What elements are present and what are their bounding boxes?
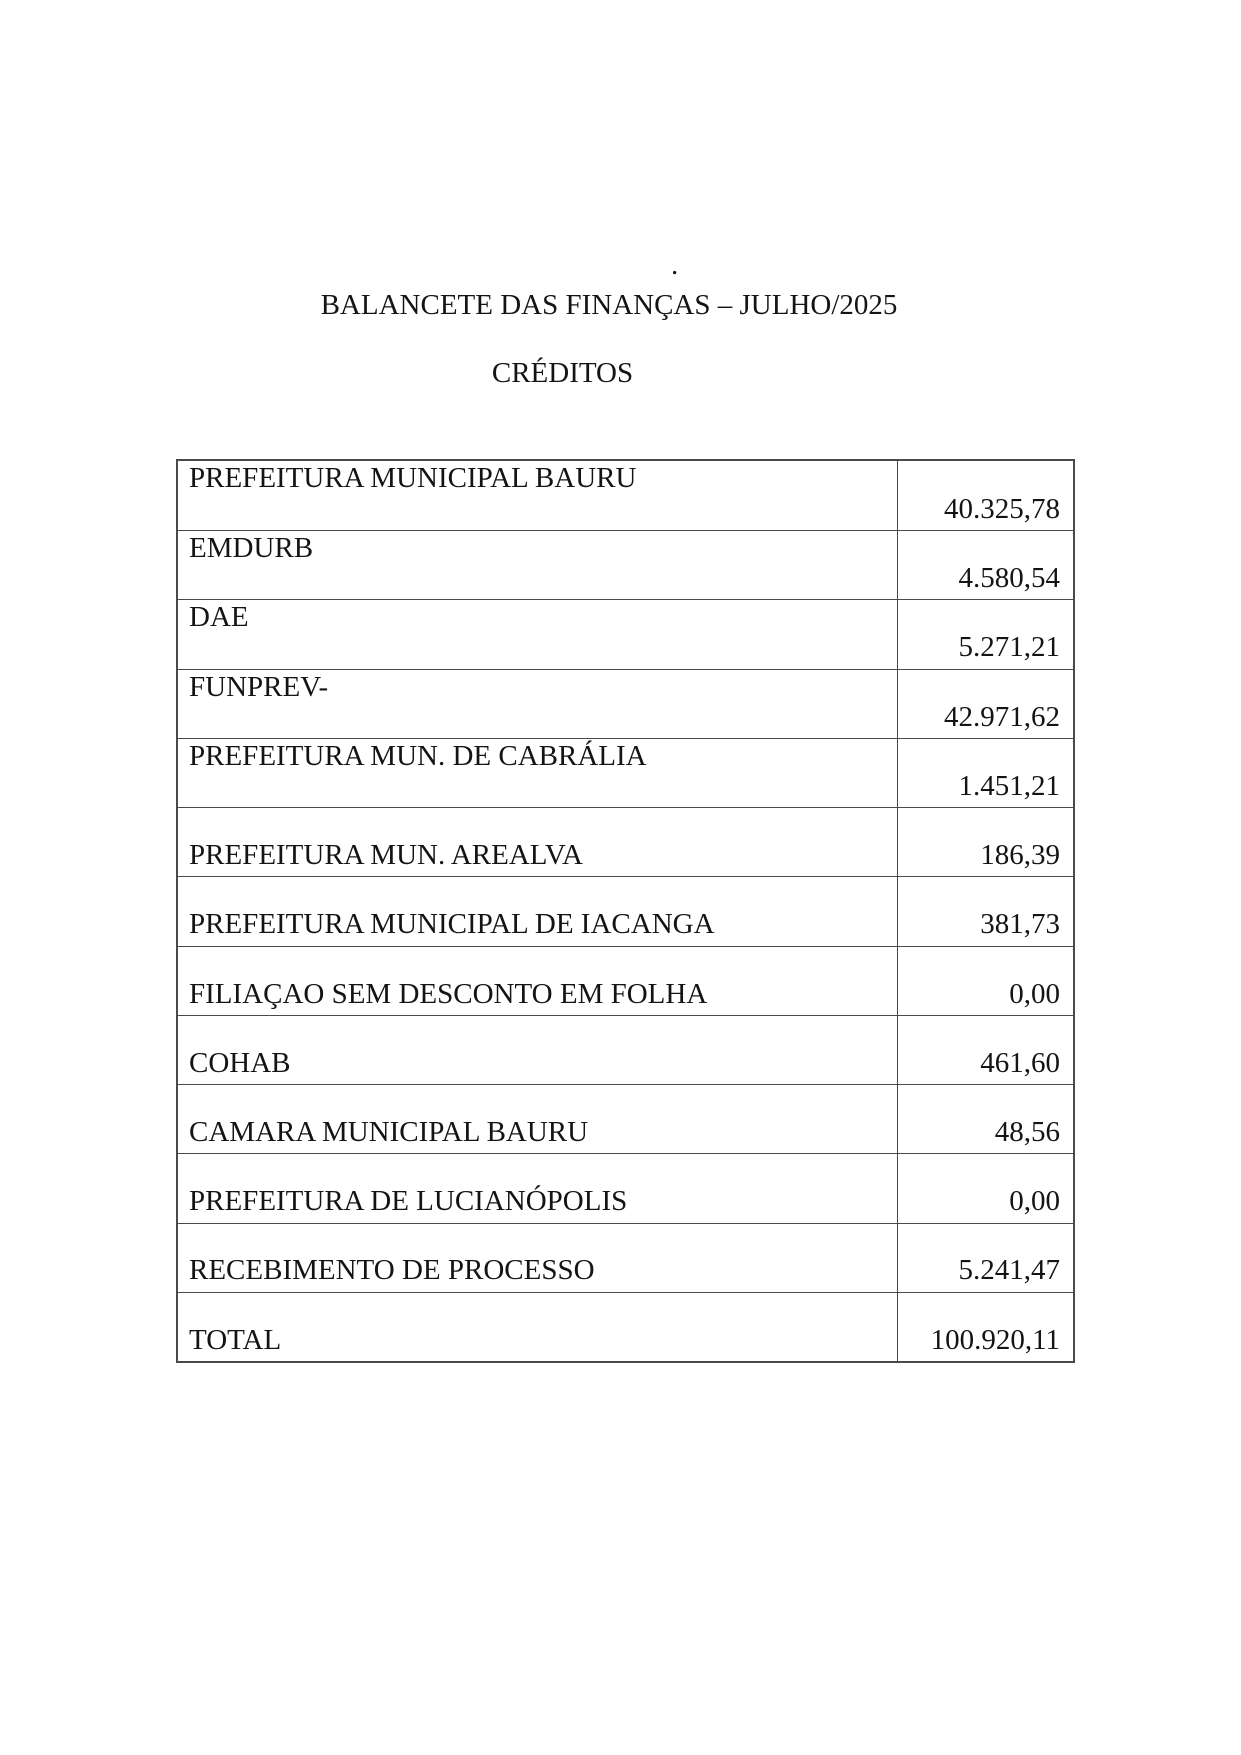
row-value-cell <box>898 1016 1073 1084</box>
stray-period-mark: . <box>671 249 679 281</box>
row-label-cell <box>178 877 898 945</box>
row-value: 0,00 <box>1009 1185 1060 1218</box>
table-row <box>178 1084 1073 1153</box>
row-label: EMDURB <box>189 532 314 565</box>
table-row <box>178 1153 1073 1222</box>
table-row <box>178 599 1073 668</box>
row-value: 186,39 <box>980 839 1060 872</box>
row-label: PREFEITURA MUNICIPAL BAURU <box>189 462 637 494</box>
row-label-cell <box>178 808 898 876</box>
row-value: 40.325,78 <box>944 492 1060 525</box>
row-label-cell <box>178 1224 898 1292</box>
row-label-cell <box>178 947 898 1015</box>
row-label: RECEBIMENTO DE PROCESSO <box>189 1254 595 1287</box>
row-value-cell <box>898 808 1073 876</box>
row-value: 48,56 <box>994 1115 1060 1148</box>
row-label-cell <box>178 1293 898 1361</box>
row-value-cell <box>898 1154 1073 1222</box>
row-value: 5.241,47 <box>958 1254 1060 1287</box>
table-row <box>178 1223 1073 1292</box>
row-label-cell <box>178 1016 898 1084</box>
row-label-cell <box>178 739 898 807</box>
row-label-cell <box>178 600 898 668</box>
table-row <box>178 1292 1073 1361</box>
row-label: FILIAÇAO SEM DESCONTO EM FOLHA <box>189 977 708 1010</box>
section-heading: CRÉDITOS <box>491 357 634 389</box>
table-row <box>178 738 1073 807</box>
row-value-cell <box>898 600 1073 668</box>
row-value: 100.920,11 <box>930 1323 1060 1356</box>
row-value-cell <box>898 877 1073 945</box>
row-value: 461,60 <box>980 1046 1060 1079</box>
row-label: COHAB <box>189 1046 291 1079</box>
row-value: 0,00 <box>1009 977 1060 1010</box>
row-label: DAE <box>189 601 249 634</box>
table-row <box>178 669 1073 738</box>
row-label: PREFEITURA MUNICIPAL DE IACANGA <box>189 908 715 941</box>
row-value: 4.580,54 <box>958 562 1060 595</box>
row-value-cell <box>898 670 1073 738</box>
row-value-cell <box>898 461 1073 530</box>
row-value-cell <box>898 1085 1073 1153</box>
table-row <box>178 461 1073 530</box>
row-label: PREFEITURA DE LUCIANÓPOLIS <box>189 1185 628 1218</box>
row-label: PREFEITURA MUN. DE CABRÁLIA <box>189 739 647 772</box>
row-label-cell <box>178 461 898 530</box>
row-value-cell <box>898 1224 1073 1292</box>
credits-table <box>176 459 1075 1363</box>
row-value: 5.271,21 <box>958 631 1060 664</box>
row-label: CAMARA MUNICIPAL BAURU <box>189 1115 589 1148</box>
page-title: BALANCETE DAS FINANÇAS – JULHO/2025 <box>320 289 898 321</box>
row-label-cell <box>178 670 898 738</box>
table-row <box>178 1015 1073 1084</box>
row-value: 381,73 <box>980 908 1060 941</box>
row-label: PREFEITURA MUN. AREALVA <box>189 839 583 872</box>
table-row <box>178 876 1073 945</box>
row-value: 1.451,21 <box>958 769 1060 802</box>
row-label: TOTAL <box>189 1323 282 1356</box>
row-label-cell <box>178 531 898 599</box>
row-label-cell <box>178 1085 898 1153</box>
table-row <box>178 530 1073 599</box>
row-value-cell <box>898 739 1073 807</box>
row-value-cell <box>898 531 1073 599</box>
row-value: 42.971,62 <box>944 700 1060 733</box>
row-value-cell <box>898 947 1073 1015</box>
row-label-cell <box>178 1154 898 1222</box>
row-label: FUNPREV- <box>189 670 329 703</box>
row-value-cell <box>898 1293 1073 1361</box>
table-row <box>178 807 1073 876</box>
table-row <box>178 946 1073 1015</box>
